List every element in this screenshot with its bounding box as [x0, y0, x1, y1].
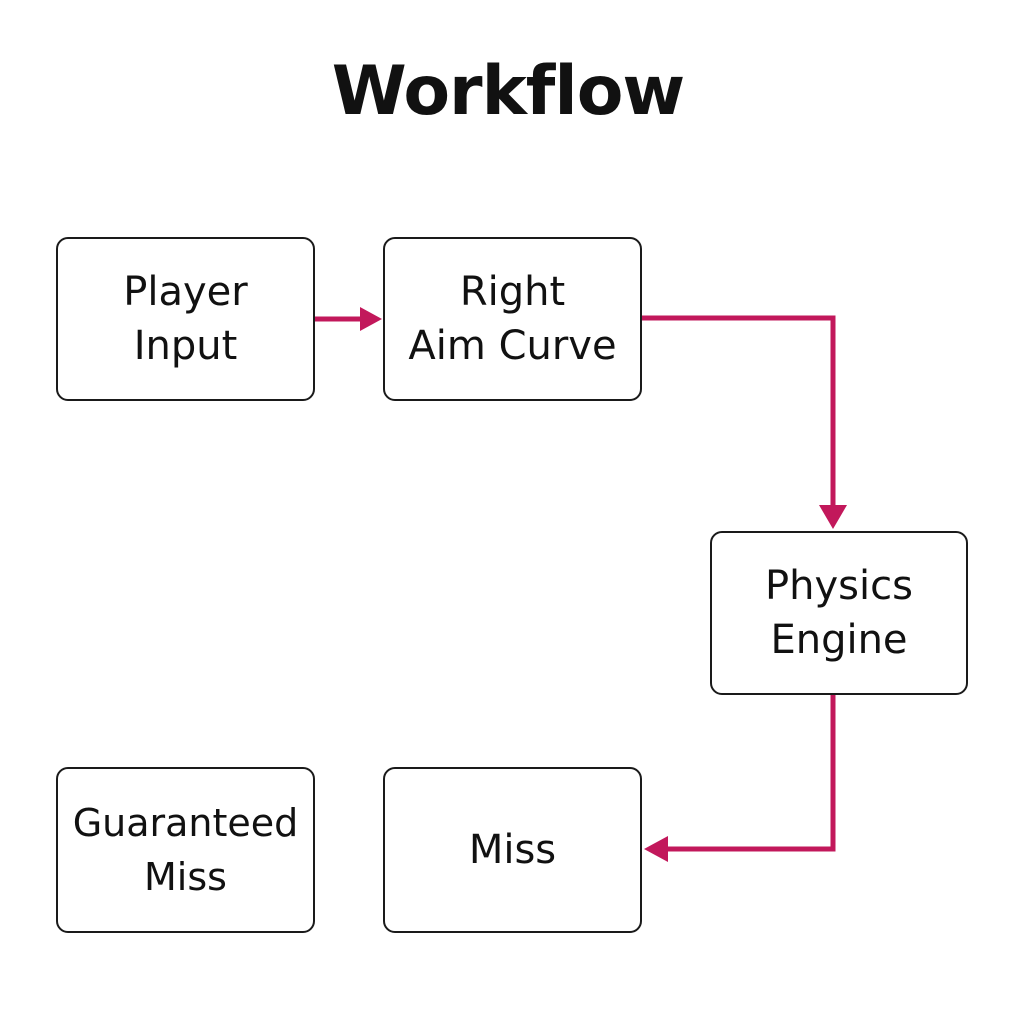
node-guaranteed-miss — [56, 767, 315, 933]
edge-right-aim-curve-to-physics-engine — [642, 318, 847, 529]
node-player-input — [56, 237, 315, 401]
edge-physics-engine-to-miss-arrowhead — [644, 836, 668, 862]
node-right-aim-curve-label: Right Aim Curve — [408, 269, 617, 369]
edge-physics-engine-to-miss-line — [664, 695, 833, 849]
node-guaranteed-miss-label: Guaranteed Miss — [72, 801, 299, 899]
diagram-title: Workflow — [331, 52, 685, 131]
node-physics-engine-label: Physics Engine — [765, 563, 913, 663]
edge-player-input-to-right-aim-curve — [315, 307, 382, 331]
edge-right-aim-curve-to-physics-engine-line — [642, 318, 833, 508]
edge-player-input-to-right-aim-curve-arrowhead — [360, 307, 382, 331]
node-physics-engine — [710, 531, 968, 695]
node-right-aim-curve — [383, 237, 642, 401]
node-miss — [383, 767, 642, 933]
node-miss-label: Miss — [468, 827, 557, 873]
edge-physics-engine-to-miss — [644, 695, 833, 862]
edge-right-aim-curve-to-physics-engine-arrowhead — [819, 505, 847, 529]
node-player-input-label: Player Input — [123, 269, 248, 369]
